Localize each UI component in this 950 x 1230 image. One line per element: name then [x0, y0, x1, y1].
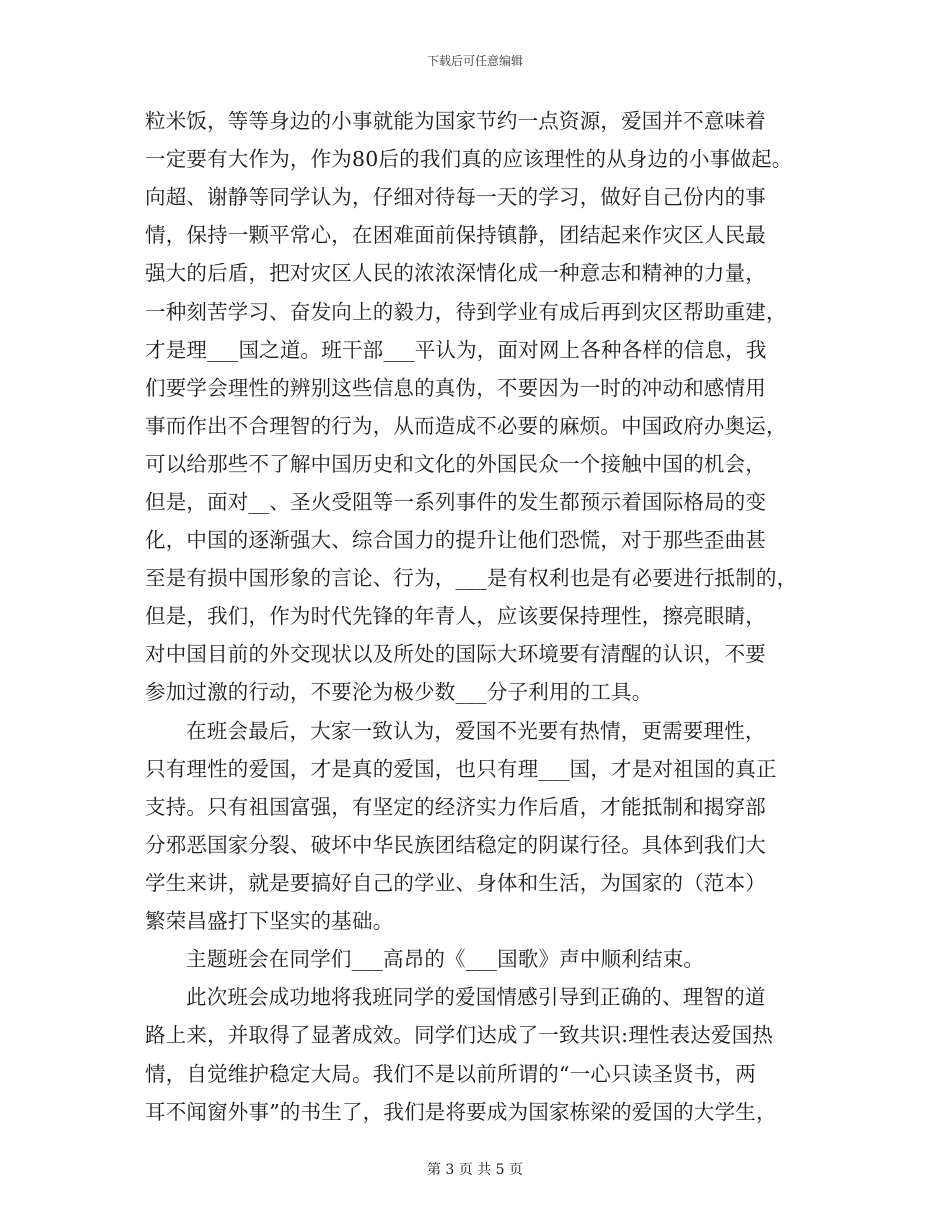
text-line: 分邪恶国家分裂、破坏中华民族团结稳定的阴谋行径。具体到我们大: [145, 833, 766, 857]
text-line: 化，中国的逐渐强大、综合国力的提升让他们恐慌，对于那些歪曲甚: [145, 528, 766, 552]
text-line: 但是，我们，作为时代先锋的年青人，应该要保持理性，擦亮眼睛，: [145, 604, 766, 628]
text-line: 情，保持一颗平常心，在困难面前保持镇静，团结起来作灾区人民最: [145, 223, 766, 247]
text-line: 向超、谢静等同学认为，仔细对待每一天的学习，做好自己份内的事: [145, 185, 766, 209]
text-line: 强大的后盾，把对灾区人民的浓浓深情化成一种意志和精神的力量，: [145, 261, 766, 285]
text-line: 情，自觉维护稳定大局。我们不是以前所谓的“一心只读圣贤书，两: [145, 1062, 756, 1086]
text-line: 才是理___国之道。班干部___平认为，面对网上各种各样的信息，我: [145, 338, 767, 362]
page-number: 第 3 页 共 5 页: [426, 1162, 524, 1178]
text-line: 但是，面对__、圣火受阻等一系列事件的发生都预示着国际格局的变: [145, 490, 767, 514]
text-line: 一种刻苦学习、奋发向上的毅力，待到学业有成后再到灾区帮助重建，: [145, 300, 787, 324]
text-line: 至是有损中国形象的言论、行为，___是有权利也是有必要进行抵制的，: [145, 566, 798, 590]
text-line: 只有理性的爱国，才是真的爱国，也只有理___国，才是对祖国的真正: [145, 757, 777, 781]
text-line: 一定要有大作为，作为80后的我们真的应该理性的从身边的小事做起。: [145, 147, 793, 171]
page-header: 下载后可任意编辑: [426, 54, 523, 68]
text-line: 们要学会理性的辨别这些信息的真伪，不要因为一时的冲动和感情用: [145, 376, 766, 400]
text-line: 对中国目前的外交现状以及所处的国际大环境要有清醒的认识，不要: [145, 642, 766, 666]
paragraph-first-line: 此次班会成功地将我班同学的爱国情感引导到正确的、理智的道: [186, 985, 766, 1009]
text-line: 可以给那些不了解中国历史和文化的外国民众一个接触中国的机会，: [145, 452, 766, 476]
text-line: 粒米饭，等等身边的小事就能为国家节约一点资源，爱国并不意味着: [145, 109, 766, 133]
text-line: 事而作出不合理智的行为，从而造成不必要的麻烦。中国政府办奥运，: [145, 414, 787, 438]
text-line: 路上来，并取得了显著成效。同学们达成了一致共识:理性表达爱国热: [145, 1023, 774, 1047]
text-line: 学生来讲，就是要搞好自己的学业、身体和生活，为国家的（范本）: [145, 871, 766, 895]
text-line: 繁荣昌盛打下坚实的基础。: [145, 909, 394, 933]
paragraph-first-line: 在班会最后，大家一致认为，爱国不光要有热情，更需要理性，: [186, 719, 766, 743]
paragraph-first-line: 主题班会在同学们___高昂的《___国歌》声中顺利结束。: [186, 947, 705, 971]
text-line: 支持。只有祖国富强，有坚定的经济实力作后盾，才能抵制和揭穿部: [145, 795, 766, 819]
text-line: 耳不闻窗外事”的书生了，我们是将要成为国家栋梁的爱国的大学生，: [145, 1100, 777, 1124]
text-line: 参加过激的行动，不要沦为极少数___分子利用的工具。: [145, 680, 653, 704]
